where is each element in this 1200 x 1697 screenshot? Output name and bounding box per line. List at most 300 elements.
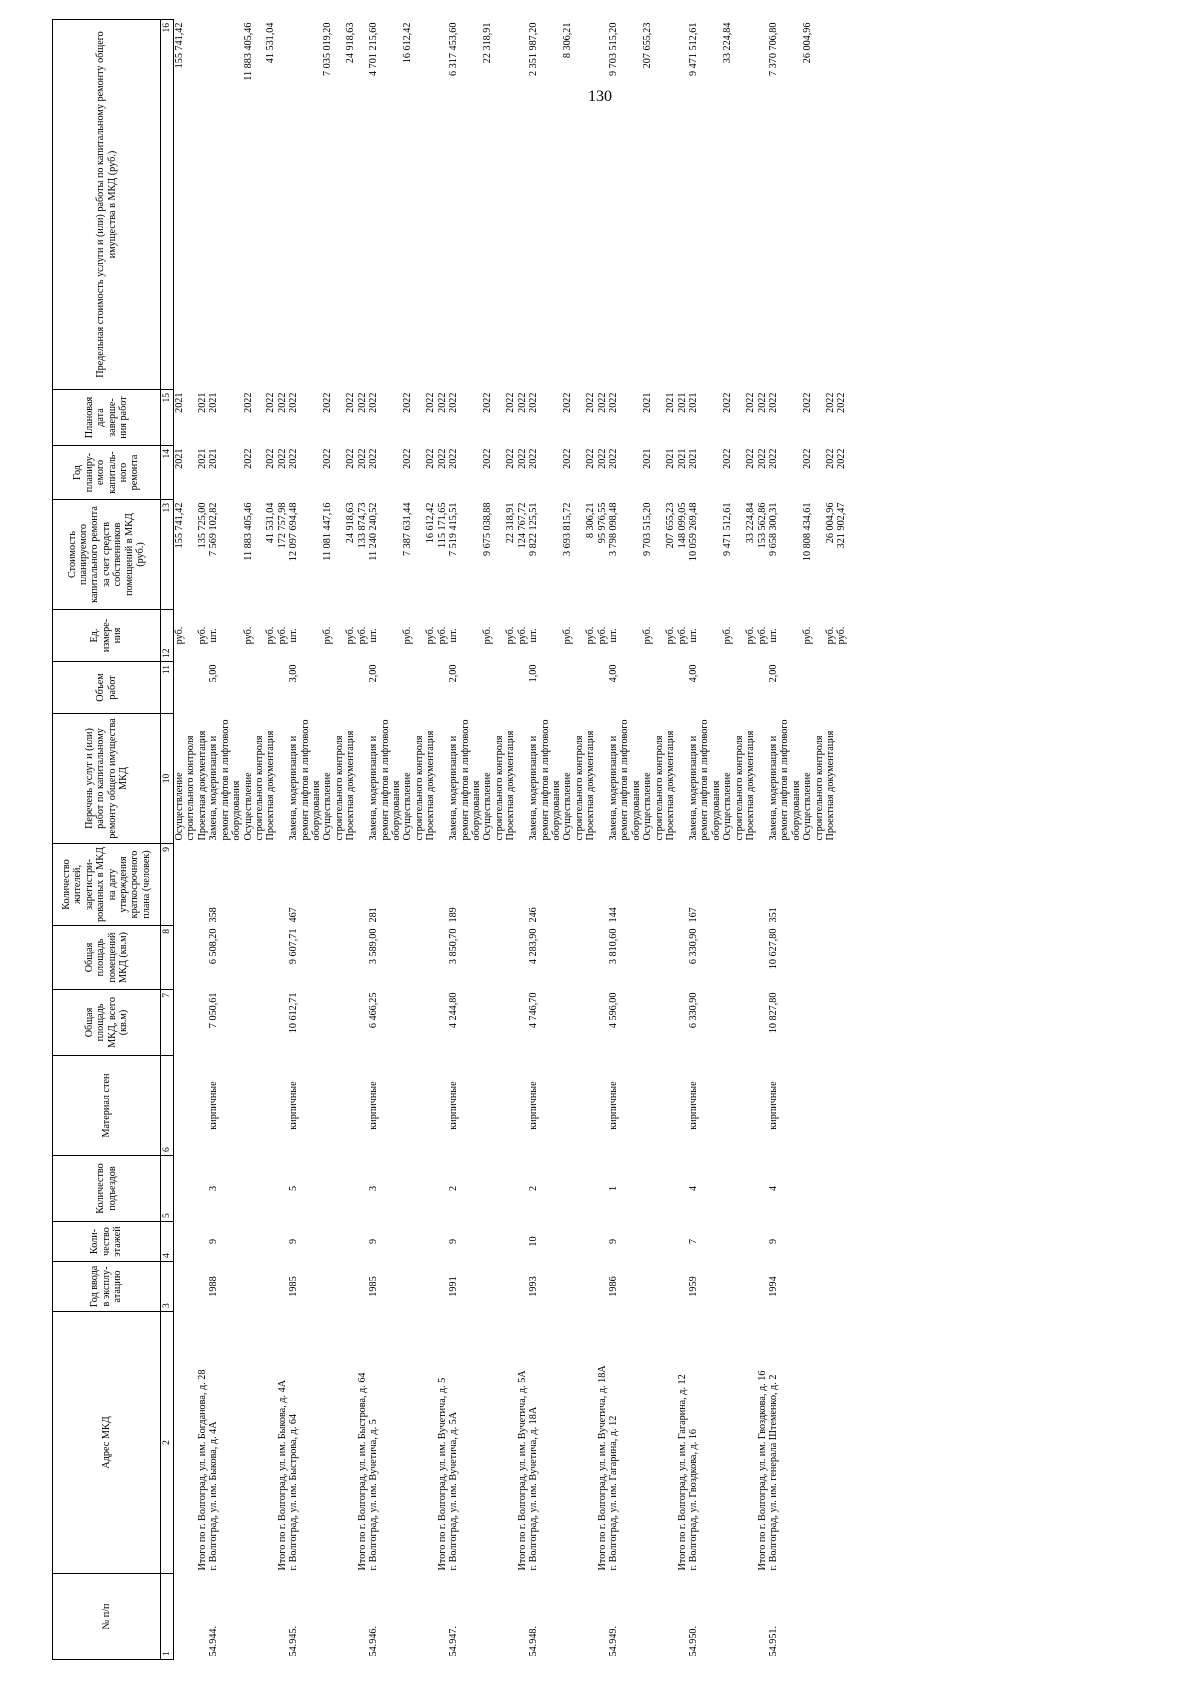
row-id-empty (437, 1574, 448, 1660)
total-label: Итого по г. Волгоград, ул. им. Гвоздкова, д. 16 (756, 1370, 768, 1571)
work-name: Замена, модернизация и ремонт лифтов и лифтового оборудования (528, 719, 562, 841)
volume-cell (482, 662, 505, 714)
total-label: Итого по г. Волгоград, ул. им. Вучетича, д. 5А (516, 1370, 528, 1571)
date-cell: 2022 (802, 392, 814, 413)
work-name: Проектная документация (825, 730, 837, 841)
cost-cell: 95 976,55 (596, 502, 608, 544)
limit-cell (197, 20, 208, 390)
volume-cell: 4,00 (687, 664, 699, 683)
address-cell: г. Волгоград, ул. Гвоздкова, д. 16 (687, 1428, 699, 1571)
limit-cell (757, 20, 768, 390)
area-rooms-cell: 3 589,00 (368, 928, 380, 965)
floors-cell: 9 (767, 1238, 779, 1245)
unit-cell: руб. (722, 626, 734, 645)
work-name: Проектная документация (505, 730, 517, 841)
year-built-cell: 1991 (448, 1276, 460, 1297)
unit-cell: руб. (174, 626, 185, 645)
volume-cell: 2,00 (448, 664, 460, 683)
cost-cell: 148 099,05 (676, 502, 688, 549)
entrances-cell: 4 (767, 1185, 779, 1192)
address-cell: г. Волгоград, ул. им. Вучетича, д. 18А (528, 1406, 540, 1571)
total-row (757, 20, 768, 1660)
year-cell: 2022 (767, 448, 779, 469)
unit-cell: руб. (345, 626, 357, 645)
entrances-cell: 3 (368, 1185, 380, 1192)
header-row (53, 20, 161, 1660)
date-cell: 2022 (436, 392, 448, 413)
work-name: Замена, модернизация и ремонт лифтов и лифтового оборудования (288, 719, 323, 841)
row-number: 54.947. (448, 1625, 460, 1657)
year-built-cell: 1994 (767, 1276, 779, 1297)
repair-plan-table (52, 19, 848, 1660)
table-row (243, 20, 266, 1660)
header-cell: Предельная стоимость услуги и (или) работы по капитальному ремонту общего имущества в МКД (руб.) (53, 20, 161, 390)
limit-cell: 7 370 706,80 (767, 22, 779, 76)
cost-cell: 3 693 815,72 (562, 502, 574, 556)
table-row (802, 20, 825, 1660)
year-cell: 2021 (174, 448, 185, 469)
year-cell: 2022 (505, 448, 517, 469)
limit-cell (208, 20, 242, 390)
total-row (197, 20, 208, 1660)
cost-cell: 9 658 300,31 (767, 502, 779, 556)
column-number: 4 (161, 1222, 174, 1262)
area-rooms-cell: 10 627,80 (767, 928, 779, 970)
limit-cell: 9 471 512,61 (687, 22, 699, 76)
address-cell: г. Волгоград, ул. им. Быстрова, д. 64 (288, 1413, 300, 1571)
table-row (836, 20, 847, 1660)
limit-cell: 9 703 515,20 (608, 22, 620, 76)
limit-cell (597, 20, 608, 390)
limit-cell (517, 20, 528, 390)
walls-cell: кирпичные (687, 1081, 699, 1130)
cost-cell: 9 471 512,61 (722, 502, 734, 556)
limit-cell (277, 20, 288, 390)
row-number: 54.950. (687, 1625, 699, 1657)
date-cell: 2022 (402, 392, 414, 413)
work-name: Осуществление строительного контроля (482, 735, 505, 841)
entrances-cell: 2 (448, 1185, 460, 1192)
unit-cell: руб. (425, 626, 437, 645)
volume-cell: 3,00 (288, 664, 300, 683)
column-number: 11 (161, 662, 174, 714)
floors-cell: 9 (608, 1238, 620, 1245)
date-cell: 2022 (585, 392, 597, 413)
cost-cell: 124 767,72 (516, 502, 528, 549)
limit-cell (665, 20, 676, 390)
volume-cell (243, 662, 266, 714)
work-name: Проектная документация (196, 730, 208, 841)
volume-cell (345, 662, 356, 714)
date-cell: 2021 (196, 392, 208, 413)
cost-cell: 207 655,23 (665, 502, 677, 549)
cost-cell: 115 171,65 (436, 502, 448, 548)
limit-cell: 41 531,04 (265, 22, 277, 64)
floors-cell: 9 (368, 1238, 380, 1245)
work-name (757, 714, 768, 844)
table-row (585, 20, 596, 1660)
header-cell: Общая площадь помещений МКД (кв.м) (53, 926, 161, 990)
limit-cell: 207 655,23 (642, 22, 654, 69)
volume-cell (322, 662, 345, 714)
year-cell: 2022 (608, 448, 620, 469)
column-number-row (161, 20, 174, 1660)
date-cell: 2022 (288, 392, 300, 413)
date-cell: 2021 (687, 392, 699, 413)
limit-cell: 155 741,42 (174, 22, 185, 69)
cost-cell: 3 798 098,48 (608, 502, 620, 556)
work-name: Осуществление строительного контроля (802, 735, 825, 841)
table-row (505, 20, 516, 1660)
year-built-cell: 1959 (687, 1276, 699, 1297)
volume-cell (562, 662, 585, 714)
column-number: 10 (161, 714, 174, 844)
table-row (482, 20, 505, 1660)
unit-cell: шт. (608, 628, 620, 643)
column-number: 16 (161, 20, 174, 390)
walls-cell: кирпичные (448, 1081, 460, 1130)
walls-cell: кирпичные (288, 1081, 300, 1130)
year-cell: 2022 (722, 448, 734, 469)
date-cell: 2022 (345, 392, 357, 413)
work-name: Проектная документация (745, 730, 757, 841)
table-row (448, 20, 482, 1660)
area-rooms-cell: 9 607,71 (288, 928, 300, 965)
date-cell: 2022 (608, 392, 620, 413)
column-number: 13 (161, 500, 174, 610)
cost-cell: 24 918,63 (345, 502, 357, 544)
cost-cell: 7 519 415,51 (448, 502, 460, 556)
date-cell: 2022 (356, 392, 368, 413)
row-number: 54.948. (528, 1625, 540, 1657)
cost-cell: 7 569 102,82 (208, 502, 220, 556)
volume-cell (665, 662, 676, 714)
limit-cell (677, 20, 688, 390)
total-label: Итого по г. Волгоград, ул. им. Быкова, д. 4А (276, 1379, 288, 1571)
entrances-cell: 5 (288, 1185, 300, 1192)
limit-cell (425, 20, 436, 390)
volume-cell: 5,00 (208, 664, 220, 683)
header-cell: Перечень услуг и (или) работ по капитальному ремонту общего имущества МКД (53, 714, 161, 844)
year-cell: 2022 (436, 448, 448, 469)
total-row (677, 20, 688, 1660)
work-name: Осуществление строительного контроля (642, 735, 665, 841)
unit-cell: руб. (836, 626, 848, 645)
limit-cell: 16 612,42 (402, 22, 414, 64)
limit-cell: 33 224,84 (722, 22, 734, 64)
work-name: Замена, модернизация и ремонт лифтов и лифтового оборудования (448, 719, 482, 841)
date-cell: 2021 (174, 392, 185, 413)
walls-cell: кирпичные (368, 1081, 380, 1130)
address-cell: г. Волгоград, ул. им. Вучетича, д. 5 (368, 1419, 380, 1571)
header-cell: Стоимость планируемого капитального ремонта за счет средств собственников помещений в МКД (руб.) (53, 500, 161, 610)
work-name: Осуществление строительного контроля (242, 735, 265, 841)
table-row (665, 20, 676, 1660)
table-row (322, 20, 345, 1660)
table-row (174, 20, 197, 1660)
area-rooms-cell: 3 850,70 (448, 928, 460, 965)
year-built-cell: 1985 (368, 1276, 380, 1297)
header-cell: Объем работ (53, 662, 161, 714)
walls-cell: кирпичные (767, 1081, 779, 1130)
cost-cell: 155 741,42 (174, 502, 185, 549)
total-row (597, 20, 608, 1660)
volume-cell (402, 662, 425, 714)
table-row (688, 20, 722, 1660)
work-name: Осуществление строительного контроля (562, 735, 585, 841)
walls-cell: кирпичные (208, 1081, 220, 1130)
limit-cell: 6 317 453,60 (448, 22, 460, 76)
volume-cell (802, 662, 825, 714)
residents-cell: 358 (208, 907, 220, 923)
year-cell: 2022 (288, 448, 300, 469)
limit-cell (836, 20, 847, 390)
work-name: Замена, модернизация и ремонт лифтов и лифтового оборудования (687, 719, 722, 841)
year-cell: 2022 (322, 448, 334, 469)
year-cell: 2022 (482, 448, 494, 469)
year-cell: 2022 (516, 448, 528, 469)
total-row (277, 20, 288, 1660)
year-cell: 2022 (802, 448, 814, 469)
unit-cell: руб. (596, 626, 608, 645)
limit-cell: 8 306,21 (562, 22, 574, 59)
area-total-cell: 10 612,71 (288, 992, 300, 1034)
unit-cell: руб. (276, 626, 288, 645)
work-name (836, 714, 847, 844)
work-name: Замена, модернизация и ремонт лифтов и лифтового оборудования (368, 719, 403, 841)
date-cell: 2022 (482, 392, 494, 413)
work-name: Проектная документация (425, 730, 437, 841)
area-total-cell: 4 244,80 (448, 992, 460, 1029)
work-name (277, 714, 288, 844)
work-name: Замена, модернизация и ремонт лифтов и лифтового оборудования (767, 719, 802, 841)
residents-cell: 281 (368, 907, 380, 923)
year-built-cell: 1985 (288, 1276, 300, 1297)
date-cell: 2022 (516, 392, 528, 413)
column-number: 8 (161, 926, 174, 990)
unit-cell: руб. (265, 626, 277, 645)
total-row (357, 20, 368, 1660)
date-cell: 2022 (745, 392, 757, 413)
unit-cell: руб. (676, 626, 688, 645)
address-cell: г. Волгоград, ул. им. Быкова, д. 4А (208, 1421, 220, 1571)
volume-cell (265, 662, 276, 714)
area-total-cell: 4 596,00 (608, 992, 620, 1029)
residents-cell: 351 (767, 907, 779, 923)
date-cell: 2022 (596, 392, 608, 413)
table-row (722, 20, 745, 1660)
total-label: Итого по г. Волгоград, ул. им. Вучетича, д. 5 (436, 1377, 448, 1571)
cost-cell: 321 902,47 (836, 502, 848, 549)
year-cell: 2022 (345, 448, 357, 469)
work-name: Осуществление строительного контроля (174, 735, 197, 841)
cost-cell: 172 757,98 (276, 502, 288, 549)
volume-cell: 1,00 (528, 664, 540, 683)
volume-cell (836, 662, 847, 714)
limit-cell (505, 20, 516, 390)
cost-cell: 11 240 240,52 (368, 502, 380, 561)
cost-cell: 8 306,21 (585, 502, 597, 539)
table-row (345, 20, 356, 1660)
table-body (174, 20, 848, 1660)
table-row (528, 20, 562, 1660)
date-cell: 2022 (242, 392, 254, 413)
walls-cell: кирпичные (608, 1081, 620, 1130)
work-name: Проектная документация (345, 730, 357, 841)
floors-cell: 9 (208, 1238, 220, 1245)
header-cell: Материал стен (53, 1056, 161, 1156)
header-cell: Коли-чество этажей (53, 1222, 161, 1262)
total-label: Итого по г. Волгоград, ул. им. Вучетича, д. 18А (596, 1365, 608, 1571)
work-name: Осуществление строительного контроля (402, 735, 425, 841)
unit-cell: шт. (208, 628, 220, 643)
area-rooms-cell: 3 810,60 (608, 928, 620, 965)
page-number: 130 (588, 88, 612, 105)
date-cell: 2022 (836, 392, 848, 413)
work-name: Проектная документация (665, 730, 677, 841)
limit-cell: 22 318,91 (482, 22, 494, 64)
table-row (208, 20, 242, 1660)
cost-cell: 10 808 434,61 (802, 502, 814, 562)
unit-cell: руб. (242, 626, 254, 645)
cost-cell: 11 883 405,46 (242, 502, 254, 561)
volume-cell (505, 662, 516, 714)
area-rooms-cell: 6 330,90 (687, 928, 699, 965)
work-name (597, 714, 608, 844)
date-cell: 2022 (265, 392, 277, 413)
area-total-cell: 6 466,25 (368, 992, 380, 1029)
row-number: 54.945. (288, 1625, 300, 1657)
header-cell: Адрес МКД (53, 1312, 161, 1574)
rotated-table-container (52, 20, 1127, 1660)
column-number: 15 (161, 390, 174, 446)
residents-cell: 246 (528, 907, 540, 923)
year-cell: 2021 (196, 448, 208, 469)
year-cell: 2022 (402, 448, 414, 469)
cost-cell: 12 097 694,48 (288, 502, 300, 562)
column-number: 3 (161, 1262, 174, 1312)
cost-cell: 9 703 515,20 (642, 502, 654, 556)
unit-cell: шт. (528, 628, 540, 643)
unit-cell: руб. (516, 626, 528, 645)
table-row (825, 20, 836, 1660)
cost-cell: 26 004,96 (825, 502, 837, 544)
header-cell: № п/п (53, 1574, 161, 1660)
work-name: Проектная документация (265, 730, 277, 841)
table-row (745, 20, 756, 1660)
volume-cell (825, 662, 836, 714)
column-number: 9 (161, 844, 174, 926)
limit-cell (745, 20, 756, 390)
row-id-empty (677, 1574, 688, 1660)
date-cell: 2022 (322, 392, 334, 413)
cost-cell: 16 612,42 (425, 502, 437, 544)
floors-cell: 10 (528, 1236, 540, 1247)
unit-cell: руб. (585, 626, 597, 645)
cost-cell: 135 725,00 (196, 502, 208, 549)
unit-cell: руб. (745, 626, 757, 645)
table-row (562, 20, 585, 1660)
total-label: Итого по г. Волгоград, ул. им. Богданова, д. 28 (196, 1369, 208, 1571)
year-built-cell: 1986 (608, 1276, 620, 1297)
unit-cell: руб. (196, 626, 208, 645)
cost-cell: 9 675 038,88 (482, 502, 494, 556)
limit-cell (288, 20, 322, 390)
table-row (425, 20, 436, 1660)
date-cell: 2022 (425, 392, 437, 413)
limit-cell: 7 035 019,20 (322, 22, 334, 76)
date-cell: 2022 (767, 392, 779, 413)
area-total-cell: 4 746,70 (528, 992, 540, 1029)
header-cell: Плановая дата заверше-ния работ (53, 390, 161, 446)
row-id-empty (597, 1574, 608, 1660)
year-cell: 2021 (208, 448, 220, 469)
limit-cell: 2 351 987,20 (528, 22, 540, 76)
row-number: 54.949. (608, 1625, 620, 1657)
cost-cell: 22 318,91 (505, 502, 517, 544)
limit-cell: 4 701 215,60 (368, 22, 380, 76)
residents-cell: 144 (608, 907, 620, 923)
date-cell: 2022 (825, 392, 837, 413)
year-cell: 2022 (276, 448, 288, 469)
volume-cell (642, 662, 665, 714)
entrances-cell: 3 (208, 1185, 220, 1192)
year-cell: 2022 (425, 448, 437, 469)
date-cell: 2022 (276, 392, 288, 413)
date-cell: 2022 (722, 392, 734, 413)
date-cell: 2022 (368, 392, 380, 413)
total-label: Итого по г. Волгоград, ул. им. Быстрова, д. 64 (356, 1372, 368, 1571)
work-name (517, 714, 528, 844)
row-id-empty (197, 1574, 208, 1660)
table-row (288, 20, 322, 1660)
cost-cell: 10 059 269,48 (687, 502, 699, 562)
date-cell: 2021 (665, 392, 677, 413)
cost-cell: 9 822 125,51 (528, 502, 540, 556)
date-cell: 2022 (448, 392, 460, 413)
row-id-empty (357, 1574, 368, 1660)
limit-cell: 24 918,63 (345, 22, 357, 64)
floors-cell: 9 (448, 1238, 460, 1245)
area-rooms-cell: 4 283,90 (528, 928, 540, 965)
unit-cell: руб. (642, 626, 654, 645)
unit-cell: руб. (825, 626, 837, 645)
cost-cell: 153 562,86 (756, 502, 768, 549)
unit-cell: шт. (288, 628, 300, 643)
unit-cell: руб. (356, 626, 368, 645)
row-number: 54.944. (208, 1625, 220, 1657)
table-row (768, 20, 802, 1660)
year-built-cell: 1988 (208, 1276, 220, 1297)
unit-cell: руб. (665, 626, 677, 645)
floors-cell: 9 (288, 1238, 300, 1245)
unit-cell: шт. (448, 628, 460, 643)
row-id-empty (757, 1574, 768, 1660)
cost-cell: 41 531,04 (265, 502, 277, 544)
area-total-cell: 7 050,61 (208, 992, 220, 1029)
cost-cell: 7 387 631,44 (402, 502, 414, 556)
unit-cell: руб. (505, 626, 517, 645)
year-cell: 2022 (756, 448, 768, 469)
limit-cell (585, 20, 596, 390)
total-row (437, 20, 448, 1660)
column-number: 2 (161, 1312, 174, 1574)
unit-cell: руб. (436, 626, 448, 645)
year-cell: 2022 (528, 448, 540, 469)
year-cell: 2022 (596, 448, 608, 469)
area-total-cell: 6 330,90 (687, 992, 699, 1029)
entrances-cell: 2 (528, 1185, 540, 1192)
